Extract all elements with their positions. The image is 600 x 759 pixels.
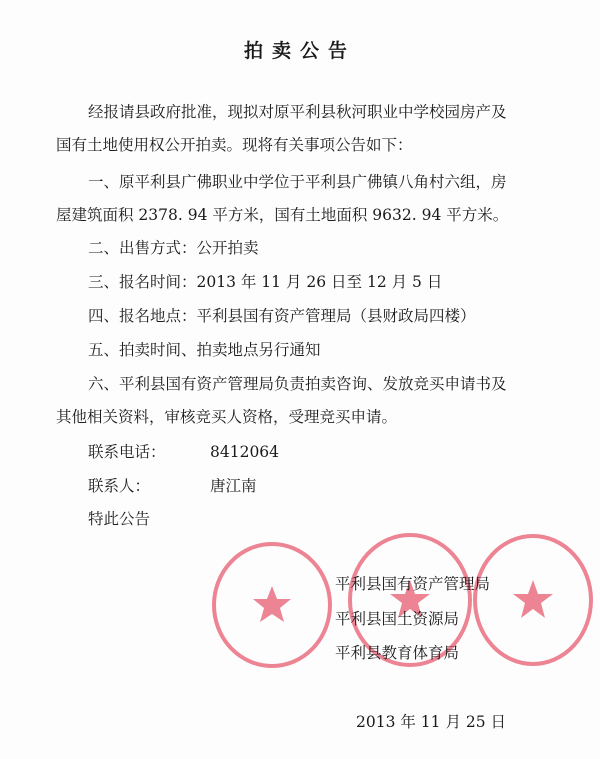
contact-person-value: 唐江南: [210, 477, 257, 495]
signature-state-assets: 平利县国有资产管理局: [335, 575, 491, 593]
issue-date: 2013 年 11 月 25 日: [356, 713, 507, 731]
item-6-line-2: 其他相关资料，审核竞买人资格，受理竞买申请。: [56, 408, 398, 426]
seal-state-assets: [210, 540, 335, 670]
contact-phone-value: 8412064: [210, 443, 280, 461]
contact-person-label: 联系人：: [88, 477, 151, 495]
page-title: 拍卖公告: [243, 40, 356, 62]
item-1-line-2: 屋建筑面积 2378. 94 平方米，国有土地面积 9632. 94 平方米。: [56, 206, 509, 224]
item-6-line-1: 六、平利县国有资产管理局负责拍卖咨询、发放竞买申请书及: [88, 375, 507, 393]
item-2: 二、出售方式：公开拍卖: [88, 239, 259, 257]
intro-line-1: 经报请县政府批准，现拟对原平利县秋河职业中学校园房产及: [88, 103, 507, 121]
signature-land-resources: 平利县国土资源局: [335, 610, 460, 628]
item-1-line-1: 一、原平利县广佛职业中学位于平利县广佛镇八角村六组，房: [88, 173, 507, 191]
closing-text: 特此公告: [88, 510, 151, 528]
item-3: 三、报名时间：2013 年 11 月 26 日至 12 月 5 日: [88, 273, 443, 291]
contact-phone-label: 联系电话：: [88, 443, 166, 461]
item-4: 四、报名地点：平利县国有资产管理局（县财政局四楼）: [88, 307, 476, 325]
item-5: 五、拍卖时间、拍卖地点另行通知: [88, 341, 321, 359]
signature-education-sports: 平利县教育体育局: [335, 644, 460, 662]
seal-education-sports: [470, 530, 595, 670]
intro-line-2: 国有土地使用权公开拍卖。现将有关事项公告如下：: [56, 136, 413, 154]
